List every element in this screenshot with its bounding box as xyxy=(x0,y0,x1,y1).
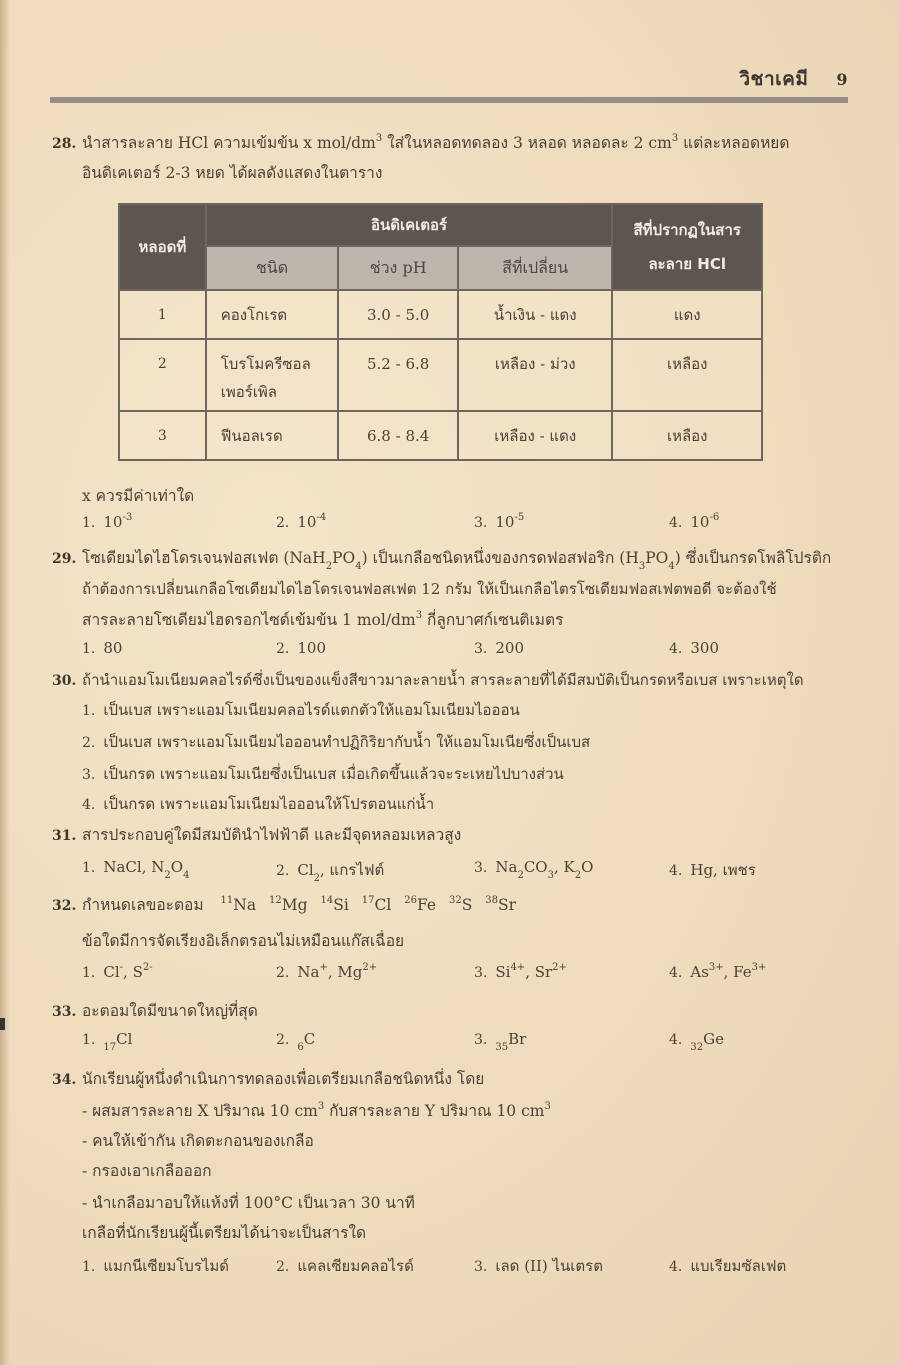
header-rule xyxy=(50,97,848,103)
atomic-number: 11 xyxy=(220,895,234,906)
page-number: 9 xyxy=(836,70,848,89)
option-number: 3. xyxy=(474,515,488,531)
atom-mg xyxy=(269,896,308,914)
option-number: 2. xyxy=(276,863,290,879)
q34-text: นักเรียนผู้หนึ่งดำเนินการทดลองเพื่อเตรียมเกลือชนิดหนึ่ง โดย xyxy=(82,1070,485,1088)
atom-sr xyxy=(485,896,516,914)
cell-color: แดง xyxy=(612,290,762,339)
option-base: 10 xyxy=(103,513,123,531)
ion-charge: 3+ xyxy=(751,962,767,973)
q33-option-2 xyxy=(276,1030,316,1053)
header-color-line1: สีที่ปรากฏในสาร xyxy=(633,221,741,239)
atom-symbol: Cl xyxy=(116,1030,133,1048)
q33-line1 xyxy=(52,998,258,1023)
option-exp: -4 xyxy=(316,512,327,523)
q30-option-2 xyxy=(82,730,590,754)
q34-step-3: - กรองเอาเกลือออก xyxy=(82,1162,212,1180)
q29-text-e: ) ซึ่งเป็นกรดโพลิโปรติก xyxy=(674,549,832,567)
q29-option-2 xyxy=(276,639,326,657)
cell-ph: 5.2 - 6.8 xyxy=(338,339,458,411)
cell-change: เหลือง - แดง xyxy=(458,411,612,460)
q31-option-1 xyxy=(82,858,190,881)
formula-part: , แกรไฟต์ xyxy=(320,861,385,879)
option-number: 3. xyxy=(82,767,96,783)
cell-tube: 2 xyxy=(119,339,206,411)
atomic-number: 17 xyxy=(103,1042,117,1053)
option-text: เป็นกรด เพราะแอมโมเนียมไอออนให้โปรตอนแก่น้ำ xyxy=(103,795,435,813)
option-number: 3. xyxy=(474,1032,488,1048)
cell-tube: 3 xyxy=(119,411,206,460)
atomic-number: 17 xyxy=(361,895,375,906)
option-exp: -6 xyxy=(709,512,720,523)
formula-part: Na xyxy=(495,858,518,876)
formula-part: CO xyxy=(523,858,548,876)
q32-option-4 xyxy=(669,963,766,981)
ion: , Fe xyxy=(723,963,752,981)
option-number: 2. xyxy=(276,1032,290,1048)
atomic-number: 14 xyxy=(320,895,334,906)
option-number: 1. xyxy=(82,1032,96,1048)
cell-color: เหลือง xyxy=(612,411,762,460)
q30-line1 xyxy=(52,668,804,692)
step-sup: 3 xyxy=(317,1101,325,1112)
ion-charge: + xyxy=(319,962,328,973)
cell-type xyxy=(206,339,339,411)
ion-charge: 2+ xyxy=(552,962,567,973)
step-text: - ผสมสารละลาย X ปริมาณ 10 cm xyxy=(82,1102,318,1120)
q29-line3-a: สารละลายโซเดียมไฮดรอกไซด์เข้มข้น 1 mol/dm xyxy=(82,611,416,629)
atomic-number: 6 xyxy=(297,1042,304,1053)
option-number: 2. xyxy=(276,515,290,531)
atomic-number: 38 xyxy=(485,895,499,906)
q33-text: อะตอมใดมีขนาดใหญ่ที่สุด xyxy=(82,1002,258,1020)
q29-sub2: 4 xyxy=(355,561,362,572)
option-text: แคลเซียมคลอไรด์ xyxy=(297,1257,414,1275)
header-type: ชนิด xyxy=(206,246,339,290)
table-row xyxy=(119,411,762,460)
option-number: 2. xyxy=(276,1259,290,1275)
q28-option-2 xyxy=(276,513,326,531)
q29-text-a: โซเดียมไดไฮโดรเจนฟอสเฟต (NaH xyxy=(82,549,326,567)
option-base: 10 xyxy=(690,513,710,531)
q33-option-3 xyxy=(474,1030,527,1053)
q34-option-1 xyxy=(82,1254,229,1278)
cell-change: เหลือง - ม่วง xyxy=(458,339,612,411)
atom-symbol: C xyxy=(303,1030,316,1048)
option-text: 80 xyxy=(103,639,123,657)
q32-line1 xyxy=(52,892,516,917)
q34-option-4 xyxy=(669,1254,786,1278)
atomic-number: 32 xyxy=(690,1042,704,1053)
q29-line2: ถ้าต้องการเปลี่ยนเกลือโซเดียมไดไฮโดรเจนฟอสเฟต 12 กรัม ให้เป็นเกลือไตรโซเดียมฟอสเฟตพอดี จะต้องใช้ xyxy=(82,580,777,598)
q29-text-d: PO xyxy=(645,549,669,567)
formula-sub: 2 xyxy=(313,873,321,884)
option-number: 4. xyxy=(669,1259,683,1275)
option-number: 3. xyxy=(474,641,488,657)
option-number: 4. xyxy=(669,965,683,981)
option-number: 4. xyxy=(669,641,683,657)
q29-line1 xyxy=(52,545,831,570)
q29-sub1: 2 xyxy=(325,561,333,572)
atom-symbol: Fe xyxy=(416,896,437,914)
formula-sub: 2 xyxy=(574,870,582,881)
atomic-number: 35 xyxy=(495,1042,509,1053)
q28-sup: 3 xyxy=(375,133,383,144)
option-number: 3. xyxy=(474,860,488,876)
margin-mark xyxy=(0,1018,5,1030)
formula-sub: 4 xyxy=(183,870,190,881)
q34-number: 34. xyxy=(52,1072,77,1088)
step-sup: 3 xyxy=(544,1101,551,1112)
option-number: 4. xyxy=(669,863,683,879)
q34-option-2 xyxy=(276,1254,414,1278)
option-text: เป็นเบส เพราะแอมโมเนียมคลอไรด์แตกตัวให้แอมโมเนียมไอออน xyxy=(103,701,520,719)
option-text: 100 xyxy=(297,639,326,657)
header-color-line2: ละลาย HCl xyxy=(648,255,727,273)
q32-option-1 xyxy=(82,963,153,981)
atom-symbol: Na xyxy=(233,896,257,914)
atom-symbol: Cl xyxy=(374,896,392,914)
q28-line2: อินดิเคเตอร์ 2-3 หยด ได้ผลดังแสดงในตาราง xyxy=(82,164,383,182)
ion-charge: 2- xyxy=(142,962,153,973)
option-number: 1. xyxy=(82,641,96,657)
formula-sub: 2 xyxy=(517,870,524,881)
cell-ph: 6.8 - 8.4 xyxy=(338,411,458,460)
option-number: 2. xyxy=(276,641,290,657)
option-text: เป็นกรด เพราะแอมโมเนียซึ่งเป็นเบส เมื่อเกิดขึ้นแล้วจะระเหยไปบางส่วน xyxy=(103,765,564,783)
cell-ph: 3.0 - 5.0 xyxy=(338,290,458,339)
atomic-number: 26 xyxy=(404,895,417,906)
option-text: แบเรียมซัลเฟต xyxy=(690,1257,787,1275)
q29-text-c: ) เป็นเกลือชนิดหนึ่งของกรดฟอสฟอริก (H xyxy=(361,549,639,567)
cell-type: คองโกเรด xyxy=(206,290,339,339)
formula-sub: 2 xyxy=(164,870,171,881)
option-number: 1. xyxy=(82,860,96,876)
cell-color: เหลือง xyxy=(612,339,762,411)
option-number: 1. xyxy=(82,965,96,981)
option-exp: -3 xyxy=(122,512,133,523)
atom-s xyxy=(449,896,472,914)
ion: , Sr xyxy=(525,963,553,981)
q29-text-b: PO xyxy=(332,549,356,567)
q31-number: 31. xyxy=(52,828,77,844)
q31-option-2 xyxy=(276,858,384,882)
option-text: แมกนีเซียมโบรไมด์ xyxy=(103,1257,230,1275)
atom-cl xyxy=(362,896,392,914)
ion: Cl xyxy=(103,963,120,981)
atom-na xyxy=(221,896,257,914)
atom-si xyxy=(320,896,348,914)
subject-title: วิชาเคมี xyxy=(739,68,809,90)
q31-option-3 xyxy=(474,858,594,881)
q34-line1 xyxy=(52,1066,484,1091)
formula-part: NaCl, N xyxy=(103,858,165,876)
option-number: 4. xyxy=(669,1032,683,1048)
q30-option-4 xyxy=(82,792,434,816)
q29-option-4 xyxy=(669,639,719,657)
q28-option-3 xyxy=(474,513,524,531)
header-tube: หลอดที่ xyxy=(119,204,206,290)
q29-line3-sup: 3 xyxy=(415,610,423,621)
option-number: 4. xyxy=(669,515,683,531)
atom-symbol: Si xyxy=(333,896,349,914)
atom-symbol: Br xyxy=(508,1030,527,1048)
atomic-number: 32 xyxy=(449,895,462,906)
q29-line3 xyxy=(82,607,563,632)
q29-sub3: 3 xyxy=(638,561,646,572)
ion: Si xyxy=(495,963,511,981)
q29-option-3 xyxy=(474,639,524,657)
table-header-row-1 xyxy=(119,204,762,246)
option-exp: -5 xyxy=(514,512,525,523)
option-text: เลด (II) ไนเตรต xyxy=(495,1257,603,1275)
formula-part: O xyxy=(581,858,594,876)
q34-option-3 xyxy=(474,1254,603,1278)
q31-text: สารประกอบคู่ใดมีสมบัตินำไฟฟ้าดี และมีจุดหลอมเหลวสูง xyxy=(82,826,462,844)
formula-part: Hg, เพชร xyxy=(690,861,756,879)
atom-symbol: Sr xyxy=(498,896,517,914)
ion: , S xyxy=(123,963,143,981)
option-number: 3. xyxy=(474,1259,488,1275)
ion-charge: - xyxy=(119,962,124,973)
q30-number: 30. xyxy=(52,673,77,689)
q28-number: 28. xyxy=(52,136,77,152)
ion-charge: 3+ xyxy=(708,962,724,973)
atom-symbol: S xyxy=(461,896,473,914)
option-number: 4. xyxy=(82,797,96,813)
q30-option-1 xyxy=(82,698,520,722)
cell-type: ฟีนอลเรด xyxy=(206,411,339,460)
option-text: 200 xyxy=(495,639,524,657)
atomic-number: 12 xyxy=(269,895,282,906)
q28-text-a: นำสารละลาย HCl ความเข้มข้น x mol/dm xyxy=(82,134,376,152)
q34-step-2: - คนให้เข้ากัน เกิดตะกอนของเกลือ xyxy=(82,1132,314,1150)
q28-option-1 xyxy=(82,513,132,531)
header-color-in-hcl xyxy=(612,204,762,290)
formula-part: O xyxy=(170,858,184,876)
option-base: 10 xyxy=(495,513,515,531)
running-head xyxy=(739,64,848,94)
option-text: 300 xyxy=(690,639,719,657)
cell-tube: 1 xyxy=(119,290,206,339)
ion: As xyxy=(690,963,709,981)
table-row xyxy=(119,290,762,339)
option-number: 1. xyxy=(82,1259,96,1275)
q29-option-1 xyxy=(82,639,122,657)
q34-step-1 xyxy=(82,1098,551,1123)
q32-text: กำหนดเลขอะตอม xyxy=(82,896,204,914)
formula-part: Cl xyxy=(297,861,314,879)
page-edge-shadow xyxy=(0,0,10,1365)
q32-option-3 xyxy=(474,963,567,981)
cell-change: น้ำเงิน - แดง xyxy=(458,290,612,339)
q31-line1 xyxy=(52,822,461,847)
ion-charge: 4+ xyxy=(510,962,526,973)
option-number: 1. xyxy=(82,515,96,531)
atom-symbol: Ge xyxy=(703,1030,724,1048)
ion: Na xyxy=(297,963,320,981)
option-number: 2. xyxy=(82,735,96,751)
q34-question: เกลือที่นักเรียนผู้นี้เตรียมได้น่าจะเป็นสารใด xyxy=(82,1224,367,1242)
header-ph-range: ช่วง pH xyxy=(338,246,458,290)
cell-type-line1: โบรโมครีซอล xyxy=(220,355,311,373)
atom-fe xyxy=(404,896,436,914)
q29-line3-b: กี่ลูกบาศก์เซนติเมตร xyxy=(422,611,564,629)
q28-text-c: แต่ละหลอดหยด xyxy=(678,134,790,152)
step-text: กับสารละลาย Y ปริมาณ 10 cm xyxy=(324,1102,545,1120)
q28-sup2: 3 xyxy=(671,133,679,144)
option-text: เป็นเบส เพราะแอมโมเนียมไอออนทำปฏิกิริยากับน้ำ ให้แอมโมเนียซึ่งเป็นเบส xyxy=(103,733,591,751)
q30-text: ถ้านำแอมโมเนียมคลอไรด์ซึ่งเป็นของแข็งสีขาวมาละลายน้ำ สารละลายที่ได้มีสมบัติเป็นกรดหรือเบส เพราะเหตุใด xyxy=(82,671,804,689)
q28-option-4 xyxy=(669,513,719,531)
header-indicator: อินดิเคเตอร์ xyxy=(206,204,613,246)
q31-option-4 xyxy=(669,858,756,882)
q29-sub4: 4 xyxy=(668,561,675,572)
atom-symbol: Mg xyxy=(281,896,308,914)
ion-charge: 2+ xyxy=(362,962,378,973)
indicator-table xyxy=(118,203,763,461)
option-number: 3. xyxy=(474,965,488,981)
option-base: 10 xyxy=(297,513,317,531)
header-color-change: สีที่เปลี่ยน xyxy=(458,246,612,290)
q30-option-3 xyxy=(82,762,564,786)
q33-option-4 xyxy=(669,1030,724,1053)
formula-part: , K xyxy=(553,858,575,876)
ion: , Mg xyxy=(327,963,363,981)
q33-number: 33. xyxy=(52,1004,77,1020)
q33-option-1 xyxy=(82,1030,133,1053)
table-row xyxy=(119,339,762,411)
cell-type-line2: เพอร์เพิล xyxy=(220,383,277,401)
q28-text-b: ใส่ในหลอดทดลอง 3 หลอด หลอดละ 2 cm xyxy=(382,134,672,152)
option-number: 1. xyxy=(82,703,96,719)
q32-line2: ข้อใดมีการจัดเรียงอิเล็กตรอนไม่เหมือนแก๊สเฉื่อย xyxy=(82,932,405,950)
q29-number: 29. xyxy=(52,551,77,567)
q32-number: 32. xyxy=(52,898,77,914)
formula-sub: 3 xyxy=(547,870,554,881)
option-number: 2. xyxy=(276,965,290,981)
q34-step-4: - นำเกลือมาอบให้แห้งที่ 100°C เป็นเวลา 30 นาที xyxy=(82,1194,415,1212)
q32-option-2 xyxy=(276,963,377,981)
q28-line1 xyxy=(52,130,789,155)
q28-question: x ควรมีค่าเท่าใด xyxy=(82,487,195,505)
